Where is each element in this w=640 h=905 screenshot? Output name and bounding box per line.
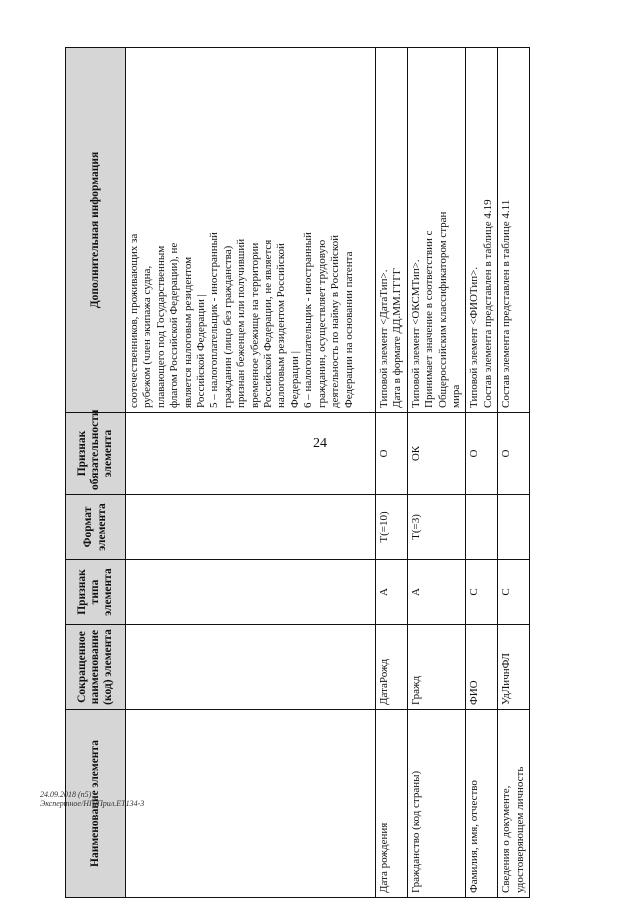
element-info <box>498 48 530 413</box>
element-format <box>498 495 530 560</box>
element-required: О <box>376 413 408 495</box>
table-row <box>376 48 408 898</box>
rotated-table-wrapper <box>65 48 526 898</box>
info-line: гражданин (лицо без гражданства) <box>221 245 234 408</box>
info-line: Российской Федерации, не является <box>262 239 275 408</box>
empty-cell <box>126 495 376 560</box>
header-cell: Признак типа элемента <box>66 560 126 625</box>
footer-line: 24.09.2018 (п5) <box>40 790 92 799</box>
info-line: соотечественников, проживающих за <box>128 233 140 408</box>
info-line: Типовой элемент <ФИОТип>. <box>468 266 481 408</box>
info-cell <box>126 48 376 413</box>
element-required: О <box>466 413 498 495</box>
header-cell: Дополнительная информация <box>66 48 126 413</box>
info-line: Федерации на основании патента <box>342 251 355 408</box>
info-line: Состав элемента представлен в таблице 4.19 <box>481 199 494 408</box>
info-line: деятельность по найму в Российской <box>329 234 342 408</box>
empty-cell <box>126 560 376 625</box>
page-number: 24 <box>313 436 327 451</box>
info-line: признан беженцем или получивший <box>235 238 248 408</box>
info-line: Типовой элемент <ДатаТип>. <box>378 269 390 408</box>
element-type: А <box>407 560 466 625</box>
header-cell: Признак обязательности элемента <box>66 413 126 495</box>
info-line: мира <box>450 384 463 408</box>
info-line: Дата в формате ДД.ММ.ГГГГ <box>391 267 404 408</box>
info-line: является налоговым резидентом <box>181 256 194 408</box>
element-name: Гражданство (код страны) <box>407 710 466 898</box>
info-line: Федерации | <box>288 351 301 408</box>
element-info <box>407 48 466 413</box>
element-code: Гражд <box>407 625 466 710</box>
info-line: Типовой элемент <ОКСМТип>. <box>409 259 422 408</box>
element-type: А <box>376 560 408 625</box>
info-line: налоговым резидентом Российской <box>275 243 288 408</box>
element-required: О <box>498 413 530 495</box>
info-line: Состав элемента представлен в таблице 4.11 <box>500 199 513 408</box>
info-line: гражданин, осуществляет трудовую <box>315 239 328 408</box>
footer-line: Экспертное/НП/Прил.ЕТ134-3 <box>40 799 145 809</box>
empty-cell <box>126 413 376 495</box>
element-format: T(=10) <box>376 495 408 560</box>
element-required: ОК <box>407 413 466 495</box>
header-cell: Формат элемента <box>66 495 126 560</box>
info-line: Общероссийским классификатором стран <box>436 211 449 408</box>
info-line: 6 – налогоплательщик - иностранный <box>302 232 315 408</box>
info-line: рубежом (член экипажа судна, <box>141 265 154 408</box>
table-row <box>498 48 530 898</box>
element-code: ДатаРожд <box>376 625 408 710</box>
table-row-continuation <box>126 48 376 898</box>
element-code: УдЛичнФЛ <box>498 625 530 710</box>
info-line: 5 – налогоплательщик - иностранный <box>208 232 221 408</box>
info-line: флагом Российской Федерации), не <box>168 242 181 408</box>
info-line: временное убежище на территории <box>248 242 261 408</box>
element-name: Фамилия, имя, отчество <box>466 710 498 898</box>
element-format <box>466 495 498 560</box>
elements-table <box>65 47 530 898</box>
element-name: Сведения о документе, удостоверяющем личность <box>498 710 530 898</box>
header-cell: Наименование элемента <box>66 710 126 898</box>
info-line: Российской Федерации | <box>195 294 208 408</box>
element-type: С <box>498 560 530 625</box>
table-row <box>466 48 498 898</box>
info-line: Принимает значение в соответствии с <box>423 230 436 408</box>
header-cell: Сокращенное наименование (код) элемента <box>66 625 126 710</box>
empty-cell <box>126 625 376 710</box>
element-code: ФИО <box>466 625 498 710</box>
empty-cell <box>126 710 376 898</box>
footer-note <box>40 790 160 808</box>
element-type: С <box>466 560 498 625</box>
element-info <box>376 48 408 413</box>
table-header-row <box>66 48 126 898</box>
element-info <box>466 48 498 413</box>
element-format: T(=3) <box>407 495 466 560</box>
table-row <box>407 48 466 898</box>
element-name: Дата рождения <box>376 710 408 898</box>
info-line: плавающего под Государственным <box>154 245 167 408</box>
